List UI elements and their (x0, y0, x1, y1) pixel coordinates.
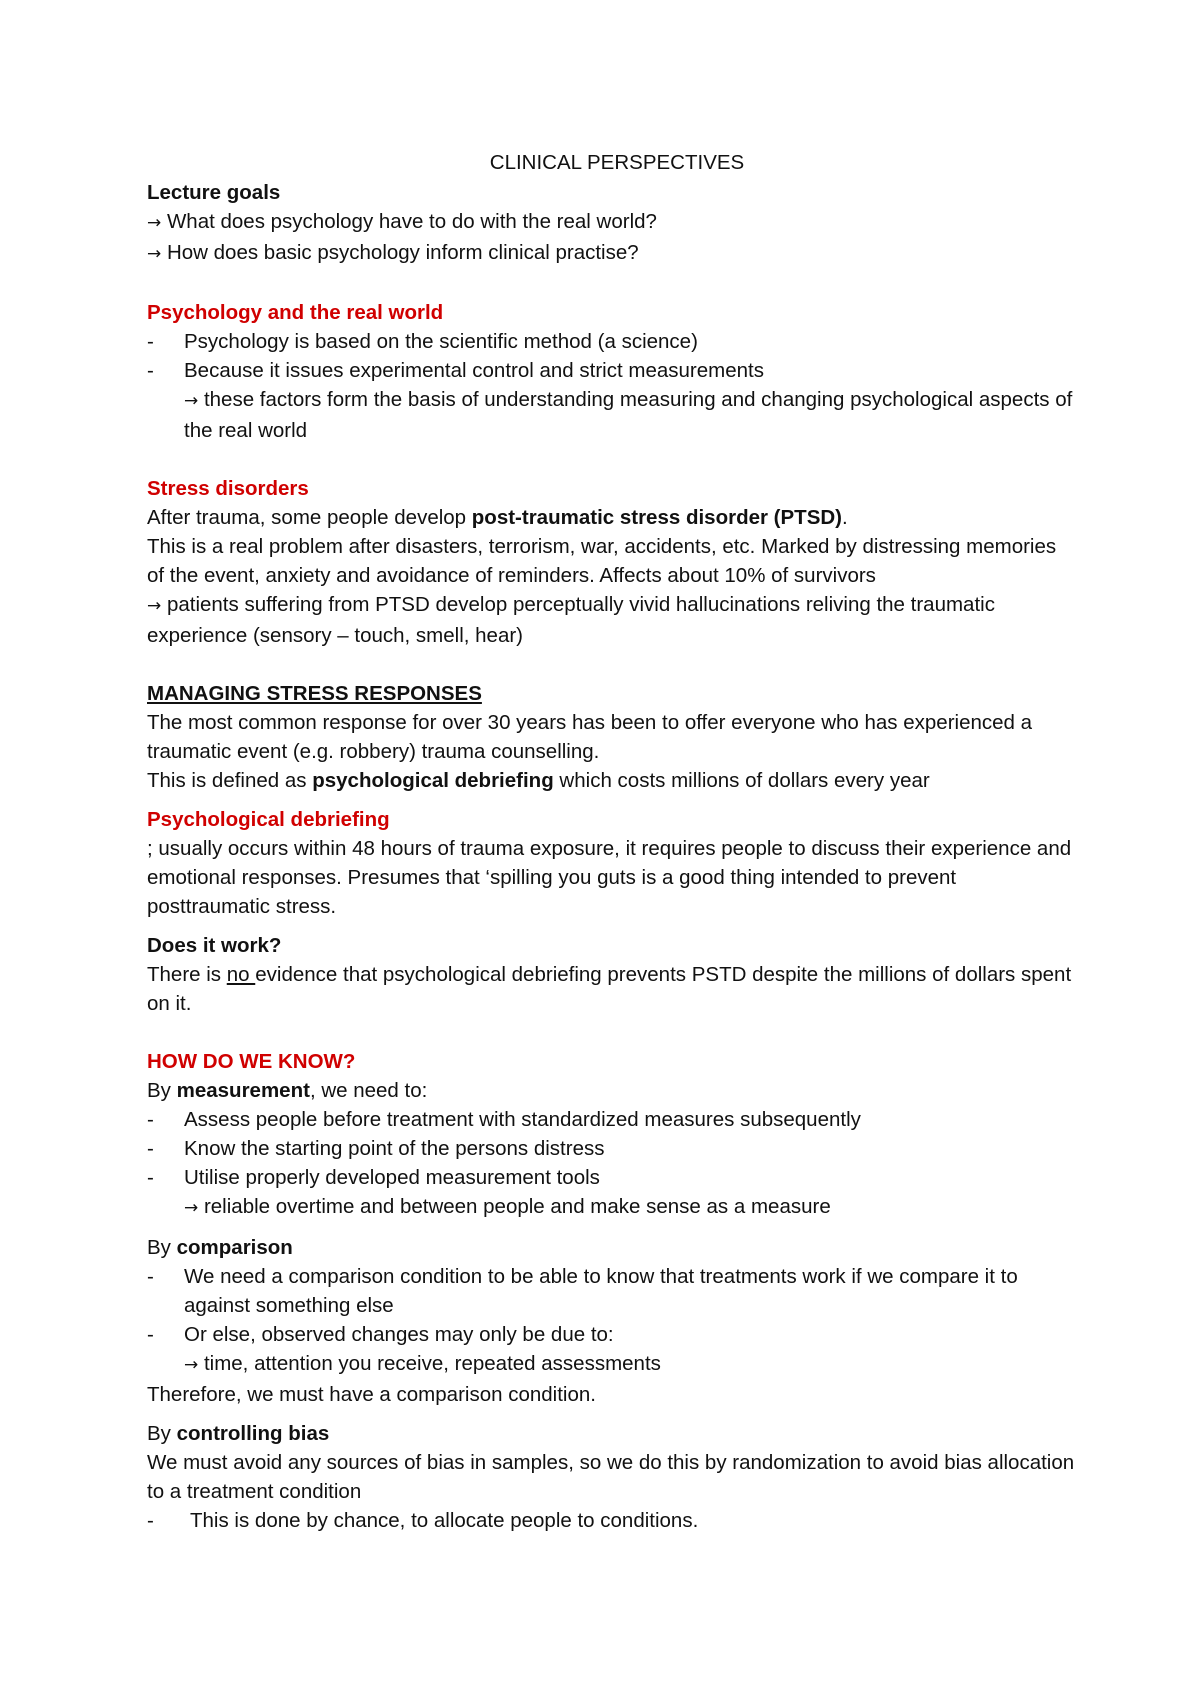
lecture-goals-heading: Lecture goals (147, 181, 281, 204)
list-item: - Utilise properly developed measurement tools (147, 1163, 1077, 1192)
arrow-icon: → (184, 1198, 199, 1218)
goal-item: → What does psychology have to do with the real world? (147, 210, 657, 233)
section-heading-real-world: Psychology and the real world (147, 301, 444, 324)
debriefing-paragraph: ; usually occurs within 48 hours of trauma exposure, it requires people to discuss their experience and emotional responses. Presumes that ‘spilling you guts is a good thing intended to prevent posttraumatic stress. (147, 837, 1072, 918)
arrow-icon: → (147, 596, 162, 616)
comparison-lead: By comparison (147, 1236, 293, 1259)
sub-point: → time, attention you receive, repeated assessments (184, 1352, 661, 1375)
list-item: - Know the starting point of the persons distress (147, 1134, 1077, 1163)
bias-paragraph: We must avoid any sources of bias in samples, so we do this by randomization to avoid bias allocation to a treatment condition (147, 1451, 1075, 1503)
list-item: - Or else, observed changes may only be due to: (147, 1320, 1077, 1349)
dash-bullet: - (147, 1166, 154, 1189)
does-it-work-paragraph: There is no evidence that psychological debriefing prevents PSTD despite the millions of dollars spent on it. (147, 963, 1072, 1015)
stress-intro: After trauma, some people develop post-traumatic stress disorder (PTSD). (147, 506, 848, 529)
arrow-icon: → (184, 391, 199, 411)
dash-bullet: - (147, 1509, 154, 1532)
sub-point: → reliable overtime and between people and make sense as a measure (184, 1195, 831, 1218)
managing-definition: This is defined as psychological debriefing which costs millions of dollars every year (147, 769, 930, 792)
dash-bullet: - (147, 1265, 154, 1288)
dash-bullet: - (147, 330, 154, 353)
stress-arrow-note: → patients suffering from PTSD develop perceptually vivid hallucinations reliving the traumatic experience (sensory – touch, smell, hear) (147, 593, 995, 647)
does-it-work-heading: Does it work? (147, 934, 282, 957)
arrow-icon: → (147, 213, 162, 233)
section-heading-how-know: HOW DO WE KNOW? (147, 1050, 356, 1073)
section-heading-managing: MANAGING STRESS RESPONSES (147, 682, 482, 705)
document-body (147, 148, 1077, 1535)
list-item: - This is done by chance, to allocate people to conditions. (147, 1506, 1077, 1535)
bias-lead: By controlling bias (147, 1422, 330, 1445)
list-item: - We need a comparison condition to be able to know that treatments work if we compare it to against something else (147, 1262, 1077, 1320)
arrow-icon: → (184, 1355, 199, 1375)
arrow-icon: → (147, 244, 162, 264)
dash-bullet: - (147, 1323, 154, 1346)
sub-point: → these factors form the basis of understanding measuring and changing psychological aspects of the real world (184, 388, 1073, 442)
list-item: - Assess people before treatment with standardized measures subsequently (147, 1105, 1077, 1134)
dash-bullet: - (147, 359, 154, 382)
list-item: - Because it issues experimental control and strict measurements (147, 356, 1077, 385)
stress-paragraph: This is a real problem after disasters, terrorism, war, accidents, etc. Marked by distressing memories of the event, anxiety and avoidance of reminders. Affects about 10% of survivors (147, 535, 1057, 587)
list-item: - Psychology is based on the scientific method (a science) (147, 327, 1077, 356)
dash-bullet: - (147, 1137, 154, 1160)
page-title: CLINICAL PERSPECTIVES (489, 151, 745, 174)
comparison-conclusion: Therefore, we must have a comparison condition. (147, 1383, 596, 1406)
dash-bullet: - (147, 1108, 154, 1131)
managing-paragraph: The most common response for over 30 years has been to offer everyone who has experienced a traumatic event (e.g. robbery) trauma counselling. (147, 711, 1033, 763)
section-heading-debriefing: Psychological debriefing (147, 808, 390, 831)
measurement-lead: By measurement, we need to: (147, 1079, 428, 1102)
section-heading-stress: Stress disorders (147, 477, 309, 500)
goal-item: → How does basic psychology inform clinical practise? (147, 241, 639, 264)
